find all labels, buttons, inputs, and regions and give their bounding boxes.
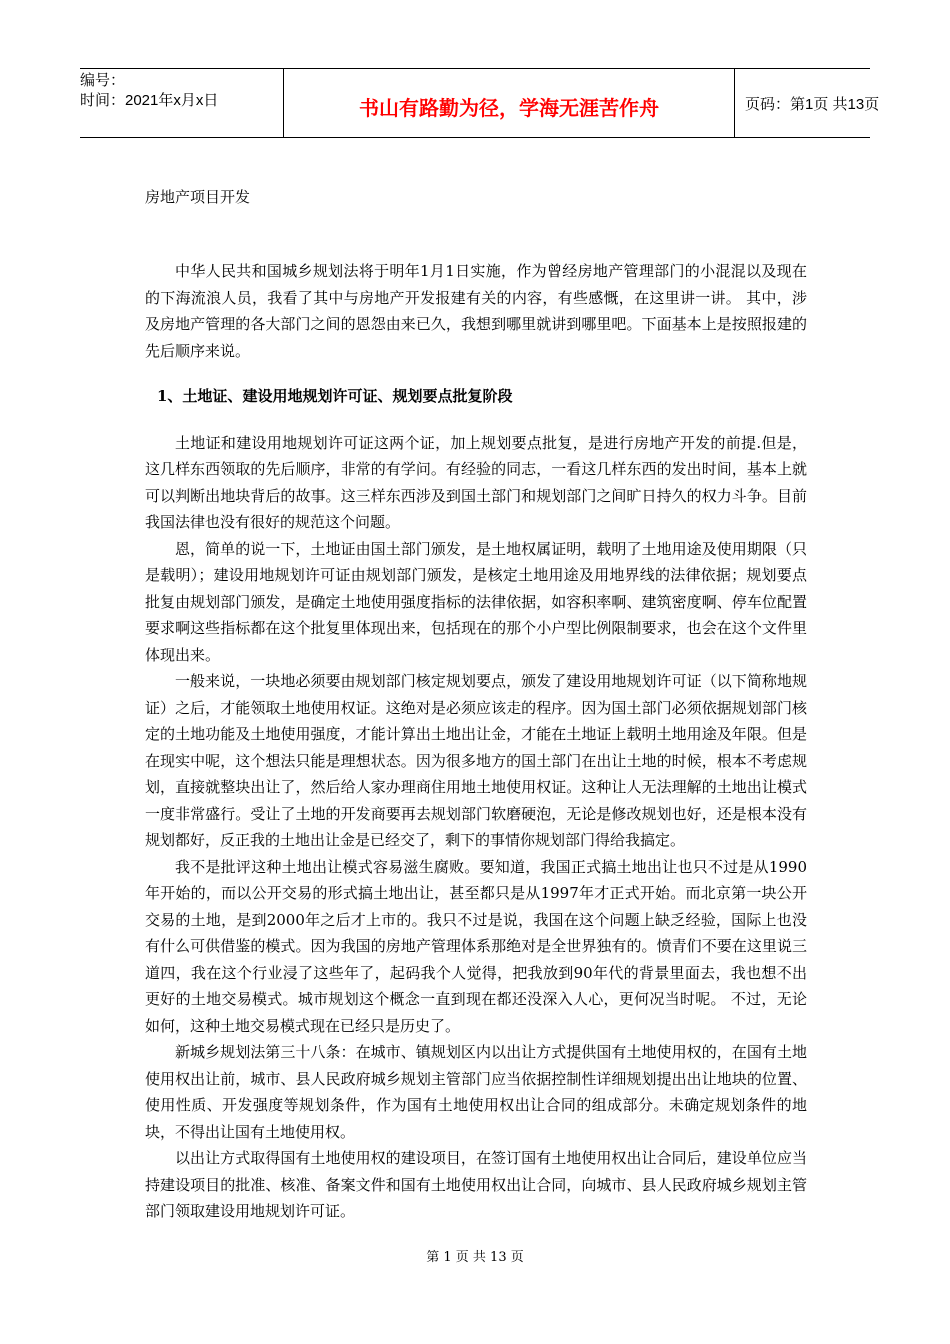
page-number-info: 页码：第1页 共13页	[745, 96, 880, 113]
body-paragraph: 土地证和建设用地规划许可证这两个证，加上规划要点批复，是进行房地产开发的前提.但是，这几样东西领取的先后顺序，非常的有学问。有经验的同志，一看这几样东西的发出时间，基本上就可以判断出地块背后的故事。这三样东西涉及到国土部门和规划部门之间旷日持久的权力斗争。目前我国法律也没有很好的规范这个问题。	[145, 433, 807, 531]
page-footer: 第 1 页 共 13 页	[426, 1250, 524, 1265]
page-header	[80, 68, 880, 138]
header-page-cell	[735, 69, 880, 137]
serial-number-label: 编号：	[80, 72, 126, 89]
header-meta-cell	[80, 69, 283, 137]
document-title: 房地产项目开发	[145, 188, 251, 206]
body-paragraph: 新城乡规划法第三十八条：在城市、镇规划区内以出让方式提供国有土地使用权的，在国有土地使用权出让前，城市、县人民政府城乡规划主管部门应当依据控制性详细规划提出出让地块的位置、使用性质、开发强度等规划条件，作为国有土地使用权出让合同的组成部分。未确定规划条件的地块，不得出让国有土地使用权。	[145, 1043, 807, 1141]
motto-text: 书山有路勤为径，学海无涯苦作舟	[359, 96, 659, 120]
date-label: 时间：2021年x月x日	[80, 92, 219, 109]
body-paragraph: 我不是批评这种土地出让模式容易滋生腐败。要知道，我国正式搞土地出让也只不过是从1990年开始的，而以公开交易的形式搞土地出让，甚至都只是从1997年才正式开始。而北京第一块公开交易的土地，是到2000年之后才上市的。我只不过是说，我国在这个问题上缺乏经验，国际上也没有什么可供借鉴的模式。因为我国的房地产管理体系那绝对是全世界独有的。愤青们不要在这里说三道四，我在这个行业浸了这些年了，起码我个人觉得，把我放到90年代的背景里面去，我也想不出更好的土地交易模式。城市规划这个概念一直到现在都还没深入人心，更何况当时呢。 不过，无论如何，这种土地交易模式现在已经只是历史了。	[145, 857, 807, 1035]
body-paragraph: 恩，简单的说一下，土地证由国土部门颁发，是土地权属证明，载明了土地用途及使用期限（只是载明）；建设用地规划许可证由规划部门颁发，是核定土地用途及用地界线的法律依据；规划要点批复由规划部门颁发，是确定土地使用强度指标的法律依据，如容积率啊、建筑密度啊、停车位配置要求啊这些指标都在这个批复里体现出来，包括现在的那个小户型比例限制要求，也会在这个文件里体现出来。	[145, 539, 807, 664]
body-paragraph: 以出让方式取得国有土地使用权的建设项目，在签订国有土地使用权出让合同后，建设单位应当持建设项目的批准、核准、备案文件和国有土地使用权出让合同，向城市、县人民政府城乡规划主管部门领取建设用地规划许可证。	[145, 1149, 807, 1220]
body-paragraph: 一般来说，一块地必须要由规划部门核定规划要点，颁发了建设用地规划许可证（以下简称地规证）之后，才能领取土地使用权证。这绝对是必须应该走的程序。因为国土部门必须依据规划部门核定的土地功能及土地使用强度，才能计算出土地出让金，才能在土地证上载明土地用途及年限。但是在现实中呢，这个想法只能是理想状态。因为很多地方的国土部门在出让土地的时候，根本不考虑规划，直接就整块出让了，然后给人家办理商住用地土地使用权证。这种让人无法理解的土地出让模式一度非常盛行。受让了土地的开发商要再去规划部门软磨硬泡，无论是修改规划也好，还是根本没有规划都好，反正我的土地出让金是已经交了，剩下的事情你规划部门得给我搞定。	[145, 672, 807, 849]
document-body	[145, 258, 807, 1225]
header-motto-cell	[283, 69, 735, 137]
section-heading: 1、土地证、建设用地规划许可证、规划要点批复阶段	[157, 387, 513, 405]
intro-paragraph: 中华人民共和国城乡规划法将于明年1月1日实施，作为曾经房地产管理部门的小混混以及现在的下海流浪人员，我看了其中与房地产开发报建有关的内容，有些感慨，在这里讲一讲。 其中，涉及房地产管理的各大部门之间的恩怨由来已久，我想到哪里就讲到哪里吧。下面基本上是按照报建的先后顺序来说。	[145, 262, 807, 360]
